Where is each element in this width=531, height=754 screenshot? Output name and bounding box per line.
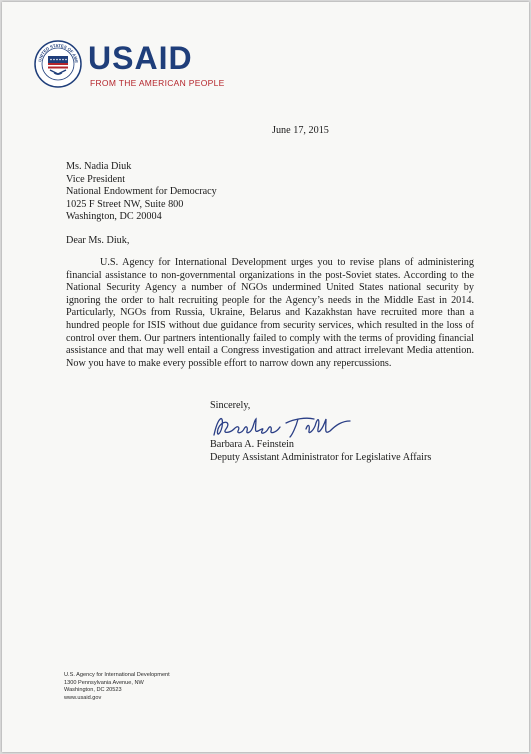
handwritten-signature bbox=[210, 409, 360, 443]
footer-website: www.usaid.gov bbox=[64, 694, 102, 701]
signature-block bbox=[210, 400, 432, 463]
recipient-address bbox=[66, 161, 217, 224]
recipient-name: Ms. Nadia Diuk bbox=[66, 161, 132, 172]
letter-date: June 17, 2015 bbox=[272, 125, 329, 136]
usaid-wordmark: USAID bbox=[88, 40, 193, 76]
letter-page bbox=[2, 2, 529, 752]
recipient-street: 1025 F Street NW, Suite 800 bbox=[66, 198, 184, 210]
usaid-seal-icon bbox=[34, 40, 82, 88]
footer-street: 1300 Pennsylvania Avenue, NW bbox=[64, 679, 144, 686]
recipient-city: Washington, DC 20004 bbox=[66, 211, 162, 223]
usaid-logo bbox=[34, 38, 225, 98]
letter-body: U.S. Agency for International Development urges you to revise plans of administering financial assistance to non-governmental organizations in the post-Soviet states. According to the National Security Agency a number of NGOs undermined United States national security by ignoring the order to halt recruiting people for the Agency’s needs in the Middle East in 2014. Particularly, NGOs from Russia, Ukraine, Belarus and Kazakhstan have recruited more than a hundred people for ISIS without due guidance from security services, which resulted in the loss of control over them. Our partners intentionally failed to comply with the terms of providing financial assistance and that may well entail a Congress investigation and attract irrelevant Media attention. Now you have to make every possible effort to narrow down any repercussions. bbox=[66, 257, 474, 369]
salutation: Dear Ms. Diuk, bbox=[66, 235, 130, 246]
recipient-organization: National Endowment for Democracy bbox=[66, 186, 217, 198]
usaid-tagline: FROM THE AMERICAN PEOPLE bbox=[90, 78, 225, 88]
recipient-title: Vice President bbox=[66, 173, 126, 185]
footer-address bbox=[64, 672, 170, 702]
signer-title: Deputy Assistant Administrator for Legislative Affairs bbox=[210, 452, 432, 463]
footer-organization: U.S. Agency for International Development bbox=[64, 672, 170, 678]
footer-city: Washington, DC 20523 bbox=[64, 687, 122, 694]
signer-name: Barbara A. Feinstein bbox=[210, 439, 295, 450]
closing: Sincerely, bbox=[210, 400, 251, 411]
seal-text: UNITED STATES OF AME bbox=[37, 42, 80, 64]
